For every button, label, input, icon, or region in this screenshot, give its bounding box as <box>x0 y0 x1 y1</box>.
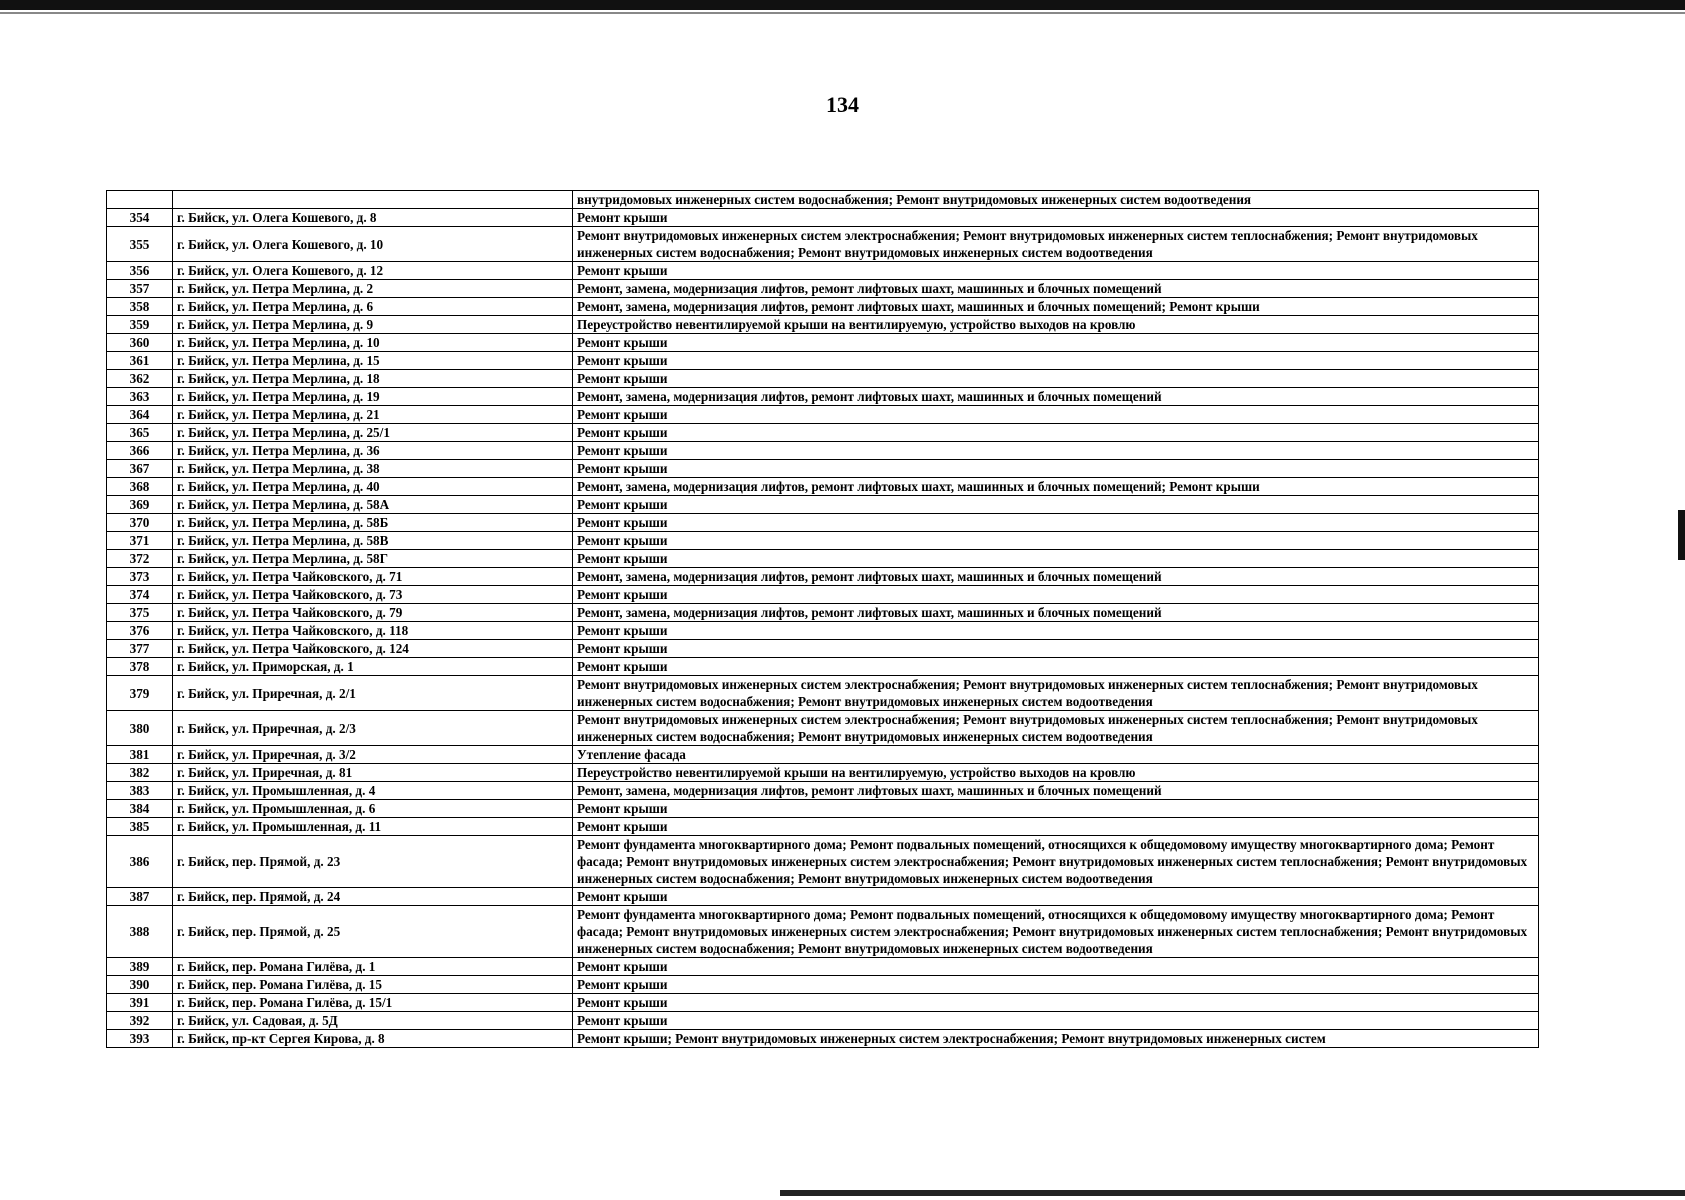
row-number-cell: 368 <box>107 478 173 496</box>
address-cell: г. Бийск, ул. Петра Мерлина, д. 40 <box>173 478 573 496</box>
address-cell: г. Бийск, пр-кт Сергея Кирова, д. 8 <box>173 1030 573 1048</box>
work-type-cell: Ремонт крыши <box>573 424 1539 442</box>
work-type-cell: Ремонт крыши <box>573 262 1539 280</box>
address-cell: г. Бийск, ул. Петра Мерлина, д. 6 <box>173 298 573 316</box>
row-number-cell: 388 <box>107 906 173 958</box>
table-row <box>107 711 1539 746</box>
address-cell: г. Бийск, ул. Петра Мерлина, д. 58А <box>173 496 573 514</box>
work-type-cell: Ремонт крыши <box>573 958 1539 976</box>
table-row <box>107 532 1539 550</box>
row-number-cell <box>107 191 173 209</box>
work-type-cell: Ремонт крыши <box>573 994 1539 1012</box>
address-cell: г. Бийск, ул. Петра Чайковского, д. 124 <box>173 640 573 658</box>
row-number-cell: 370 <box>107 514 173 532</box>
table-row <box>107 658 1539 676</box>
table-row <box>107 800 1539 818</box>
address-cell: г. Бийск, ул. Петра Мерлина, д. 36 <box>173 442 573 460</box>
work-type-cell: Ремонт крыши <box>573 370 1539 388</box>
work-type-cell: Ремонт крыши <box>573 460 1539 478</box>
row-number-cell: 367 <box>107 460 173 478</box>
work-type-cell: Переустройство невентилируемой крыши на вентилируемую, устройство выходов на кровлю <box>573 316 1539 334</box>
table-row <box>107 994 1539 1012</box>
row-number-cell: 375 <box>107 604 173 622</box>
work-type-cell: Ремонт, замена, модернизация лифтов, ремонт лифтовых шахт, машинных и блочных помещений <box>573 280 1539 298</box>
address-cell: г. Бийск, ул. Петра Мерлина, д. 25/1 <box>173 424 573 442</box>
work-type-cell: Ремонт крыши <box>573 352 1539 370</box>
table-row <box>107 388 1539 406</box>
row-number-cell: 360 <box>107 334 173 352</box>
address-cell: г. Бийск, пер. Прямой, д. 23 <box>173 836 573 888</box>
address-cell: г. Бийск, ул. Петра Мерлина, д. 2 <box>173 280 573 298</box>
row-number-cell: 383 <box>107 782 173 800</box>
work-type-cell: Ремонт крыши <box>573 622 1539 640</box>
work-type-cell: Ремонт крыши <box>573 888 1539 906</box>
address-cell: г. Бийск, ул. Петра Мерлина, д. 15 <box>173 352 573 370</box>
address-cell: г. Бийск, ул. Олега Кошевого, д. 12 <box>173 262 573 280</box>
row-number-cell: 393 <box>107 1030 173 1048</box>
page-number: 134 <box>826 92 859 117</box>
row-number-cell: 386 <box>107 836 173 888</box>
row-number-cell: 391 <box>107 994 173 1012</box>
row-number-cell: 363 <box>107 388 173 406</box>
work-type-cell: Ремонт внутридомовых инженерных систем электроснабжения; Ремонт внутридомовых инженерных систем теплоснабжения; Ремонт внутридомовых инженерных систем водоснабжения; Ремонт внутридомовых инженерных систем водоотведения <box>573 711 1539 746</box>
row-number-cell: 390 <box>107 976 173 994</box>
table-row <box>107 334 1539 352</box>
work-type-cell: Ремонт крыши <box>573 209 1539 227</box>
work-type-cell: Утепление фасада <box>573 746 1539 764</box>
row-number-cell: 372 <box>107 550 173 568</box>
table-row <box>107 568 1539 586</box>
address-cell: г. Бийск, ул. Олега Кошевого, д. 8 <box>173 209 573 227</box>
table-row <box>107 227 1539 262</box>
table-row <box>107 764 1539 782</box>
row-number-cell: 362 <box>107 370 173 388</box>
work-type-cell: Ремонт крыши <box>573 640 1539 658</box>
table-row <box>107 191 1539 209</box>
address-cell: г. Бийск, ул. Олега Кошевого, д. 10 <box>173 227 573 262</box>
table-row <box>107 976 1539 994</box>
row-number-cell: 380 <box>107 711 173 746</box>
row-number-cell: 371 <box>107 532 173 550</box>
table-row <box>107 514 1539 532</box>
row-number-cell: 376 <box>107 622 173 640</box>
address-cell: г. Бийск, ул. Петра Мерлина, д. 58В <box>173 532 573 550</box>
scan-edge-bottom <box>780 1190 1685 1196</box>
work-type-cell: внутридомовых инженерных систем водоснабжения; Ремонт внутридомовых инженерных систем водоотведения <box>573 191 1539 209</box>
scan-edge-top-line <box>0 12 1685 14</box>
work-type-cell: Ремонт, замена, модернизация лифтов, ремонт лифтовых шахт, машинных и блочных помещений <box>573 388 1539 406</box>
table-row <box>107 888 1539 906</box>
work-type-cell: Ремонт крыши <box>573 532 1539 550</box>
address-cell: г. Бийск, ул. Петра Мерлина, д. 58Б <box>173 514 573 532</box>
table-row <box>107 622 1539 640</box>
table-row <box>107 406 1539 424</box>
address-cell: г. Бийск, ул. Петра Чайковского, д. 73 <box>173 586 573 604</box>
address-cell: г. Бийск, ул. Приречная, д. 3/2 <box>173 746 573 764</box>
work-type-cell: Ремонт крыши <box>573 442 1539 460</box>
table-row <box>107 370 1539 388</box>
table-row <box>107 550 1539 568</box>
table-body <box>107 191 1539 1048</box>
row-number-cell: 378 <box>107 658 173 676</box>
table-row <box>107 782 1539 800</box>
address-cell: г. Бийск, ул. Промышленная, д. 6 <box>173 800 573 818</box>
row-number-cell: 382 <box>107 764 173 782</box>
table-row <box>107 316 1539 334</box>
table-row <box>107 442 1539 460</box>
address-cell: г. Бийск, ул. Садовая, д. 5Д <box>173 1012 573 1030</box>
table-row <box>107 352 1539 370</box>
row-number-cell: 379 <box>107 676 173 711</box>
table-row <box>107 262 1539 280</box>
row-number-cell: 385 <box>107 818 173 836</box>
row-number-cell: 384 <box>107 800 173 818</box>
work-type-cell: Ремонт крыши <box>573 1012 1539 1030</box>
work-type-cell: Ремонт, замена, модернизация лифтов, ремонт лифтовых шахт, машинных и блочных помещений <box>573 568 1539 586</box>
scan-edge-top <box>0 0 1685 10</box>
address-cell: г. Бийск, ул. Приречная, д. 2/1 <box>173 676 573 711</box>
address-cell: г. Бийск, пер. Романа Гилёва, д. 15 <box>173 976 573 994</box>
address-cell: г. Бийск, ул. Петра Мерлина, д. 18 <box>173 370 573 388</box>
work-type-cell: Ремонт, замена, модернизация лифтов, ремонт лифтовых шахт, машинных и блочных помещений; Ремонт крыши <box>573 298 1539 316</box>
row-number-cell: 365 <box>107 424 173 442</box>
address-cell: г. Бийск, ул. Петра Мерлина, д. 9 <box>173 316 573 334</box>
row-number-cell: 366 <box>107 442 173 460</box>
table-row <box>107 280 1539 298</box>
table-row <box>107 818 1539 836</box>
work-type-cell: Ремонт крыши <box>573 406 1539 424</box>
row-number-cell: 389 <box>107 958 173 976</box>
work-type-cell: Ремонт фундамента многоквартирного дома; Ремонт подвальных помещений, относящихся к общедомовому имуществу многоквартирного дома; Ремонт фасада; Ремонт внутридомовых инженерных систем электроснабжения; Ремонт внутридомовых инженерных систем теплоснабжения; Ремонт внутридомовых инженерных систем водоснабжения; Ремонт внутридомовых инженерных систем водоотведения <box>573 836 1539 888</box>
table-row <box>107 640 1539 658</box>
table-row <box>107 460 1539 478</box>
address-cell: г. Бийск, ул. Приморская, д. 1 <box>173 658 573 676</box>
work-type-cell: Ремонт, замена, модернизация лифтов, ремонт лифтовых шахт, машинных и блочных помещений <box>573 604 1539 622</box>
table-row <box>107 586 1539 604</box>
table-row <box>107 676 1539 711</box>
address-cell: г. Бийск, ул. Петра Мерлина, д. 19 <box>173 388 573 406</box>
row-number-cell: 361 <box>107 352 173 370</box>
row-number-cell: 369 <box>107 496 173 514</box>
address-cell <box>173 191 573 209</box>
scan-edge-mark <box>1678 510 1685 560</box>
work-type-cell: Переустройство невентилируемой крыши на вентилируемую, устройство выходов на кровлю <box>573 764 1539 782</box>
work-type-cell: Ремонт крыши <box>573 800 1539 818</box>
row-number-cell: 354 <box>107 209 173 227</box>
address-cell: г. Бийск, ул. Промышленная, д. 11 <box>173 818 573 836</box>
row-number-cell: 364 <box>107 406 173 424</box>
table-row <box>107 298 1539 316</box>
row-number-cell: 356 <box>107 262 173 280</box>
table-row <box>107 836 1539 888</box>
address-cell: г. Бийск, пер. Прямой, д. 24 <box>173 888 573 906</box>
address-cell: г. Бийск, ул. Петра Мерлина, д. 21 <box>173 406 573 424</box>
address-cell: г. Бийск, ул. Петра Мерлина, д. 38 <box>173 460 573 478</box>
work-type-cell: Ремонт крыши <box>573 334 1539 352</box>
row-number-cell: 358 <box>107 298 173 316</box>
row-number-cell: 392 <box>107 1012 173 1030</box>
row-number-cell: 381 <box>107 746 173 764</box>
work-type-cell: Ремонт фундамента многоквартирного дома; Ремонт подвальных помещений, относящихся к общедомовому имуществу многоквартирного дома; Ремонт фасада; Ремонт внутридомовых инженерных систем электроснабжения; Ремонт внутридомовых инженерных систем теплоснабжения; Ремонт внутридомовых инженерных систем водоснабжения; Ремонт внутридомовых инженерных систем водоотведения <box>573 906 1539 958</box>
row-number-cell: 357 <box>107 280 173 298</box>
address-work-table <box>106 190 1539 1048</box>
work-type-cell: Ремонт крыши <box>573 658 1539 676</box>
address-cell: г. Бийск, ул. Петра Мерлина, д. 58Г <box>173 550 573 568</box>
work-type-cell: Ремонт крыши <box>573 586 1539 604</box>
table-row <box>107 906 1539 958</box>
work-type-cell: Ремонт крыши <box>573 550 1539 568</box>
table-row <box>107 1030 1539 1048</box>
address-cell: г. Бийск, пер. Романа Гилёва, д. 15/1 <box>173 994 573 1012</box>
address-cell: г. Бийск, ул. Петра Чайковского, д. 118 <box>173 622 573 640</box>
address-cell: г. Бийск, пер. Романа Гилёва, д. 1 <box>173 958 573 976</box>
table-row <box>107 1012 1539 1030</box>
work-type-cell: Ремонт крыши <box>573 496 1539 514</box>
row-number-cell: 377 <box>107 640 173 658</box>
work-type-cell: Ремонт, замена, модернизация лифтов, ремонт лифтовых шахт, машинных и блочных помещений; Ремонт крыши <box>573 478 1539 496</box>
work-type-cell: Ремонт крыши; Ремонт внутридомовых инженерных систем электроснабжения; Ремонт внутридомовых инженерных систем <box>573 1030 1539 1048</box>
address-cell: г. Бийск, ул. Петра Мерлина, д. 10 <box>173 334 573 352</box>
row-number-cell: 359 <box>107 316 173 334</box>
work-type-cell: Ремонт, замена, модернизация лифтов, ремонт лифтовых шахт, машинных и блочных помещений <box>573 782 1539 800</box>
table-row <box>107 746 1539 764</box>
work-type-cell: Ремонт крыши <box>573 818 1539 836</box>
table-row <box>107 209 1539 227</box>
table-row <box>107 958 1539 976</box>
table-row <box>107 496 1539 514</box>
address-cell: г. Бийск, ул. Промышленная, д. 4 <box>173 782 573 800</box>
table-row <box>107 604 1539 622</box>
address-cell: г. Бийск, ул. Приречная, д. 81 <box>173 764 573 782</box>
row-number-cell: 373 <box>107 568 173 586</box>
work-type-cell: Ремонт крыши <box>573 976 1539 994</box>
row-number-cell: 374 <box>107 586 173 604</box>
address-cell: г. Бийск, пер. Прямой, д. 25 <box>173 906 573 958</box>
address-cell: г. Бийск, ул. Петра Чайковского, д. 71 <box>173 568 573 586</box>
row-number-cell: 355 <box>107 227 173 262</box>
table-row <box>107 424 1539 442</box>
table-row <box>107 478 1539 496</box>
work-type-cell: Ремонт внутридомовых инженерных систем электроснабжения; Ремонт внутридомовых инженерных систем теплоснабжения; Ремонт внутридомовых инженерных систем водоснабжения; Ремонт внутридомовых инженерных систем водоотведения <box>573 676 1539 711</box>
row-number-cell: 387 <box>107 888 173 906</box>
address-cell: г. Бийск, ул. Приречная, д. 2/3 <box>173 711 573 746</box>
address-cell: г. Бийск, ул. Петра Чайковского, д. 79 <box>173 604 573 622</box>
work-type-cell: Ремонт крыши <box>573 514 1539 532</box>
work-type-cell: Ремонт внутридомовых инженерных систем электроснабжения; Ремонт внутридомовых инженерных систем теплоснабжения; Ремонт внутридомовых инженерных систем водоснабжения; Ремонт внутридомовых инженерных систем водоотведения <box>573 227 1539 262</box>
